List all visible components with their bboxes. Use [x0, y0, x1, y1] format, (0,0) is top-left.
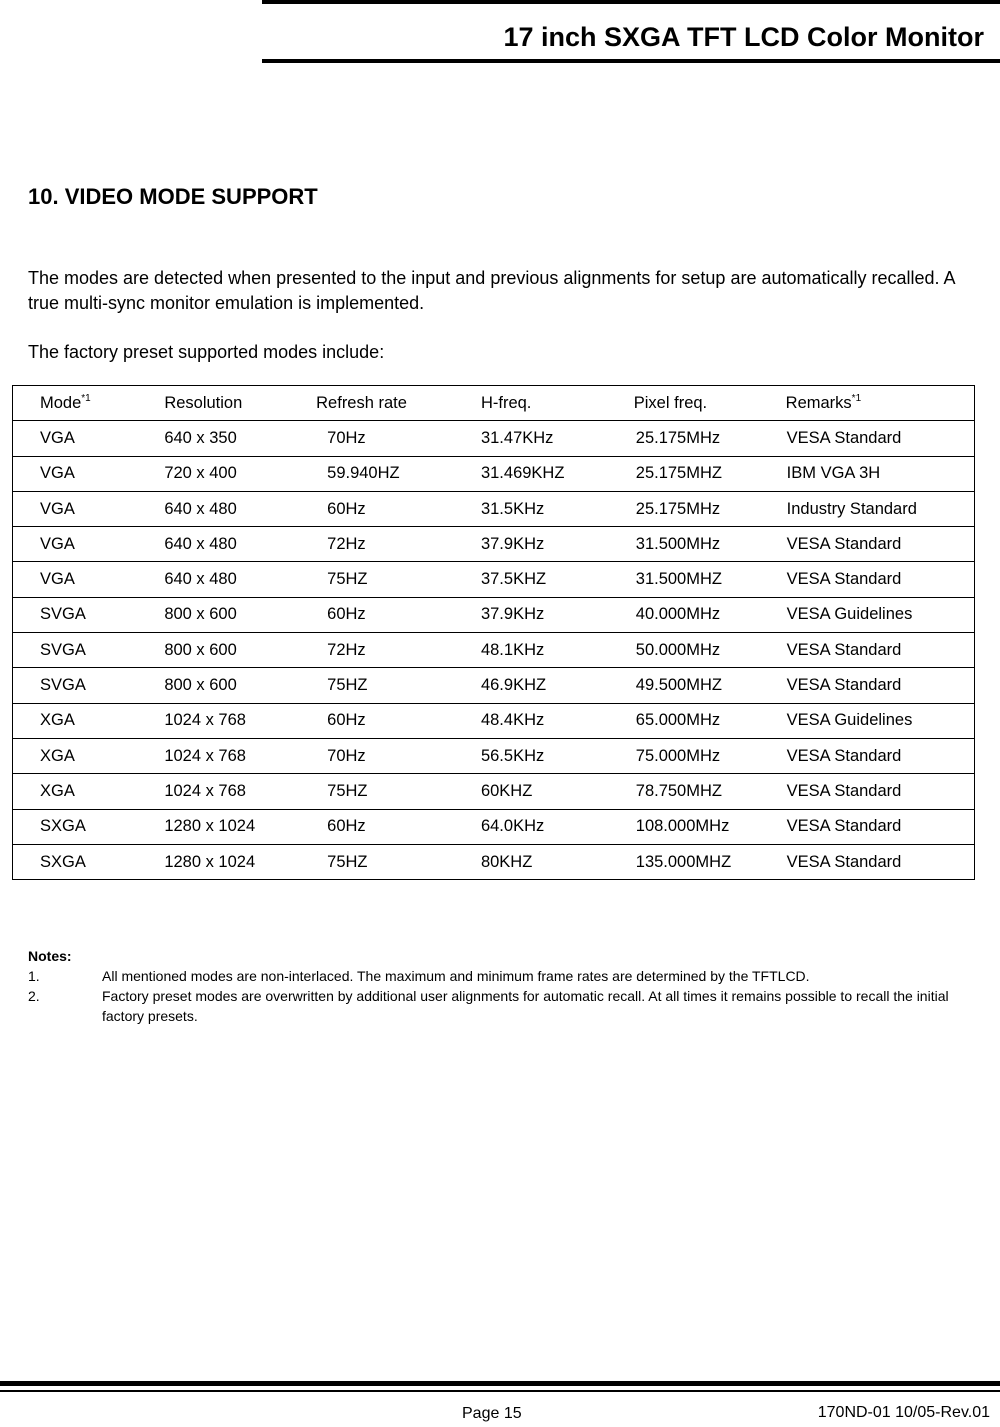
table-row — [13, 562, 975, 597]
note-text: Factory preset modes are overwritten by additional user alignments for automatic recall. At all times it remains possible to recall the initial factory presets. — [102, 988, 949, 1024]
table-row — [13, 668, 975, 703]
footer-rule-thin — [0, 1390, 1000, 1392]
header-rule-top — [262, 0, 1000, 4]
table-row — [13, 421, 975, 456]
note-text: All mentioned modes are non-interlaced. The maximum and minimum frame rates are determined by the TFTLCD. — [102, 968, 810, 984]
table-header-row — [13, 386, 975, 421]
cell-resolution: 640 x 480 — [137, 562, 299, 597]
cell-refresh-rate: 72Hz — [299, 527, 454, 562]
cell-pixel-freq: 50.000MHz — [611, 633, 760, 668]
cell-pixel-freq: 135.000MHZ — [611, 844, 760, 879]
cell-refresh-rate: 70Hz — [299, 738, 454, 773]
header-remarks — [760, 386, 975, 421]
cell-remarks: VESA Standard — [760, 527, 975, 562]
note-number: 2. — [28, 988, 40, 1004]
cell-pixel-freq: 78.750MHZ — [611, 774, 760, 809]
header-refresh-rate: Refresh rate — [299, 386, 454, 421]
document-revision: 170ND-01 10/05-Rev.01 — [817, 1404, 990, 1421]
cell-resolution: 1024 x 768 — [137, 738, 299, 773]
cell-remarks: Industry Standard — [760, 491, 975, 526]
note-number: 1. — [28, 968, 40, 984]
table-row — [13, 633, 975, 668]
cell-h-freq: 48.1KHz — [454, 633, 611, 668]
cell-refresh-rate: 59.940HZ — [299, 456, 454, 491]
cell-mode: SVGA — [13, 633, 138, 668]
cell-h-freq: 37.9KHz — [454, 597, 611, 632]
document-title: 17 inch SXGA TFT LCD Color Monitor — [503, 22, 984, 52]
cell-resolution: 640 x 350 — [137, 421, 299, 456]
cell-refresh-rate: 75HZ — [299, 844, 454, 879]
cell-pixel-freq: 40.000MHz — [611, 597, 760, 632]
table-row — [13, 844, 975, 879]
header-pixel-freq: Pixel freq. — [611, 386, 760, 421]
cell-refresh-rate: 70Hz — [299, 421, 454, 456]
cell-refresh-rate: 72Hz — [299, 633, 454, 668]
table-row — [13, 774, 975, 809]
cell-remarks: VESA Standard — [760, 562, 975, 597]
cell-mode: SVGA — [13, 597, 138, 632]
cell-h-freq: 31.5KHz — [454, 491, 611, 526]
cell-resolution: 720 x 400 — [137, 456, 299, 491]
cell-refresh-rate: 60Hz — [299, 491, 454, 526]
cell-h-freq: 37.9KHz — [454, 527, 611, 562]
cell-mode: VGA — [13, 527, 138, 562]
cell-h-freq: 46.9KHZ — [454, 668, 611, 703]
table-row — [13, 456, 975, 491]
header-mode-label: Mode — [40, 393, 82, 412]
preset-intro: The factory preset supported modes include: — [28, 342, 385, 362]
note-item — [28, 966, 968, 986]
cell-pixel-freq: 25.175MHz — [611, 421, 760, 456]
cell-refresh-rate: 60Hz — [299, 809, 454, 844]
table-row — [13, 527, 975, 562]
notes-title: Notes: — [28, 948, 72, 964]
cell-remarks: VESA Standard — [760, 421, 975, 456]
cell-pixel-freq: 25.175MHZ — [611, 456, 760, 491]
table-row — [13, 703, 975, 738]
cell-resolution: 1024 x 768 — [137, 774, 299, 809]
header-mode — [13, 386, 138, 421]
cell-refresh-rate: 60Hz — [299, 597, 454, 632]
header-mode-footnote: *1 — [81, 392, 91, 404]
table-row — [13, 597, 975, 632]
cell-h-freq: 31.47KHz — [454, 421, 611, 456]
cell-refresh-rate: 75HZ — [299, 774, 454, 809]
cell-remarks: VESA Standard — [760, 633, 975, 668]
cell-resolution: 1280 x 1024 — [137, 844, 299, 879]
cell-pixel-freq: 49.500MHZ — [611, 668, 760, 703]
cell-h-freq: 31.469KHZ — [454, 456, 611, 491]
table-row — [13, 809, 975, 844]
cell-resolution: 800 x 600 — [137, 633, 299, 668]
cell-remarks: VESA Guidelines — [760, 703, 975, 738]
cell-mode: XGA — [13, 774, 138, 809]
cell-resolution: 800 x 600 — [137, 668, 299, 703]
cell-pixel-freq: 31.500MHz — [611, 527, 760, 562]
cell-h-freq: 56.5KHz — [454, 738, 611, 773]
cell-pixel-freq: 31.500MHZ — [611, 562, 760, 597]
intro-paragraph: The modes are detected when presented to the input and previous alignments for setup are automatically recalled. A true multi-sync monitor emulation is implemented. — [28, 268, 955, 313]
cell-mode: VGA — [13, 562, 138, 597]
cell-pixel-freq: 25.175MHz — [611, 491, 760, 526]
cell-resolution: 800 x 600 — [137, 597, 299, 632]
cell-resolution: 640 x 480 — [137, 491, 299, 526]
header-h-freq: H-freq. — [454, 386, 611, 421]
footer-rule-thick — [0, 1381, 1000, 1386]
table-row — [13, 738, 975, 773]
cell-resolution: 1280 x 1024 — [137, 809, 299, 844]
section-title: 10. VIDEO MODE SUPPORT — [28, 184, 318, 209]
cell-mode: VGA — [13, 421, 138, 456]
cell-mode: SXGA — [13, 809, 138, 844]
cell-mode: VGA — [13, 491, 138, 526]
cell-remarks: VESA Standard — [760, 738, 975, 773]
cell-refresh-rate: 75HZ — [299, 668, 454, 703]
cell-remarks: VESA Standard — [760, 668, 975, 703]
cell-remarks: VESA Standard — [760, 844, 975, 879]
cell-refresh-rate: 75HZ — [299, 562, 454, 597]
cell-h-freq: 37.5KHZ — [454, 562, 611, 597]
cell-pixel-freq: 75.000MHz — [611, 738, 760, 773]
video-mode-table — [12, 385, 975, 880]
table-row — [13, 491, 975, 526]
cell-remarks: IBM VGA 3H — [760, 456, 975, 491]
page-number: Page 15 — [462, 1405, 522, 1422]
header-rule-bottom — [262, 59, 1000, 63]
cell-refresh-rate: 60Hz — [299, 703, 454, 738]
cell-h-freq: 64.0KHz — [454, 809, 611, 844]
cell-mode: SVGA — [13, 668, 138, 703]
cell-remarks: VESA Standard — [760, 774, 975, 809]
notes-section — [28, 946, 968, 1026]
cell-remarks: VESA Standard — [760, 809, 975, 844]
cell-pixel-freq: 108.000MHz — [611, 809, 760, 844]
cell-h-freq: 48.4KHz — [454, 703, 611, 738]
cell-resolution: 640 x 480 — [137, 527, 299, 562]
cell-resolution: 1024 x 768 — [137, 703, 299, 738]
cell-pixel-freq: 65.000MHz — [611, 703, 760, 738]
header-remarks-footnote: *1 — [851, 392, 862, 404]
header-resolution: Resolution — [137, 386, 299, 421]
cell-h-freq: 80KHZ — [454, 844, 611, 879]
cell-remarks: VESA Guidelines — [760, 597, 975, 632]
cell-mode: XGA — [13, 738, 138, 773]
cell-mode: SXGA — [13, 844, 138, 879]
cell-mode: VGA — [13, 456, 138, 491]
note-item — [28, 986, 968, 1026]
cell-h-freq: 60KHZ — [454, 774, 611, 809]
cell-mode: XGA — [13, 703, 138, 738]
header-remarks-label: Remarks — [785, 393, 852, 412]
